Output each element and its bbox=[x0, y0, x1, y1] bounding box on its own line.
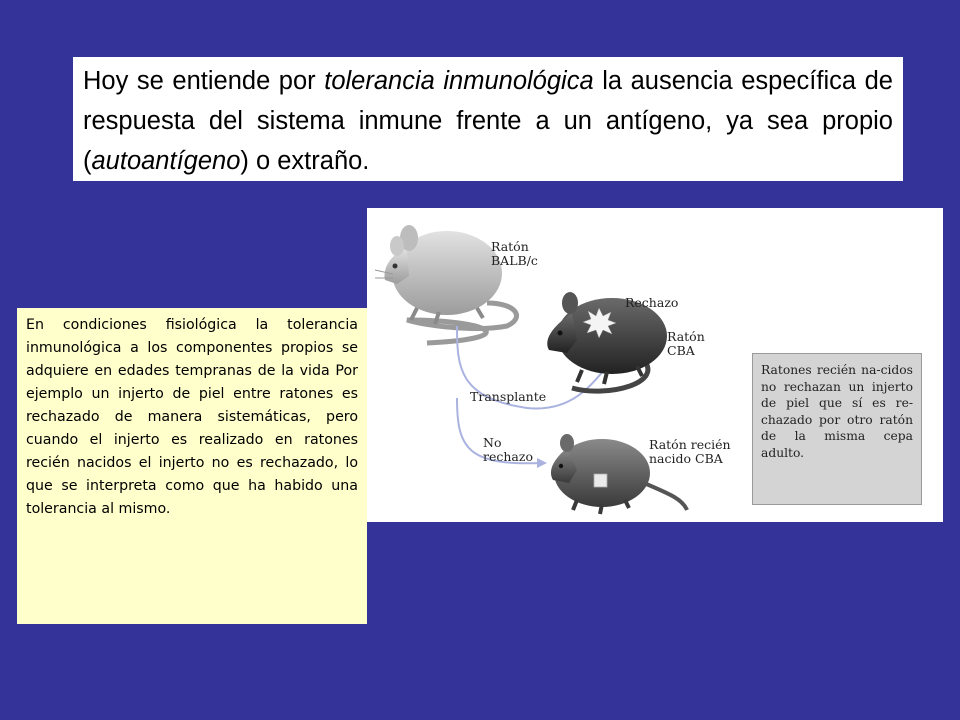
mouse-graft-figure bbox=[367, 208, 943, 522]
label-newborn-cba: Ratón recién nacido CBA bbox=[649, 437, 731, 466]
title-term-autoantigen: autoantígeno bbox=[91, 147, 241, 175]
title-part-5: ) o extraño. bbox=[240, 147, 370, 175]
title-part-1: Hoy se entiende por bbox=[83, 67, 325, 95]
title-text bbox=[73, 57, 903, 181]
label-transplant: Transplante bbox=[470, 389, 547, 404]
label-mouse-balbc: Ratón BALB/c bbox=[491, 239, 538, 268]
label-no-rejection: No rechazo bbox=[483, 435, 533, 464]
label-rejection: Rechazo bbox=[625, 295, 679, 310]
figure-caption: Ratones recién na-cidos no rechazan un injerto de piel que sí es re-chazado por otro ratón de la misma cepa adulto. bbox=[752, 353, 922, 505]
title-term-tolerance: tolerancia inmunológica bbox=[324, 67, 594, 95]
explanation-note: En condiciones fisiológica la tolerancia inmunológica a los componentes propios se adquiere en edades tempranas de la vida Por ejemplo un injerto de piel entre ratones es rechazado de manera sistemáticas, pero cuando el injerto es realizado en ratones recién nacidos el injerto no es rechazado, lo que se interpreta como que ha habido una tolerancia al mismo. bbox=[17, 308, 367, 624]
skin-graft-icon bbox=[594, 474, 607, 487]
label-mouse-cba: Ratón CBA bbox=[667, 329, 705, 358]
title-part-3: la ausencia específica de respuesta del sistema inmune frente a un antígeno, ya sea propio ( bbox=[83, 67, 893, 175]
